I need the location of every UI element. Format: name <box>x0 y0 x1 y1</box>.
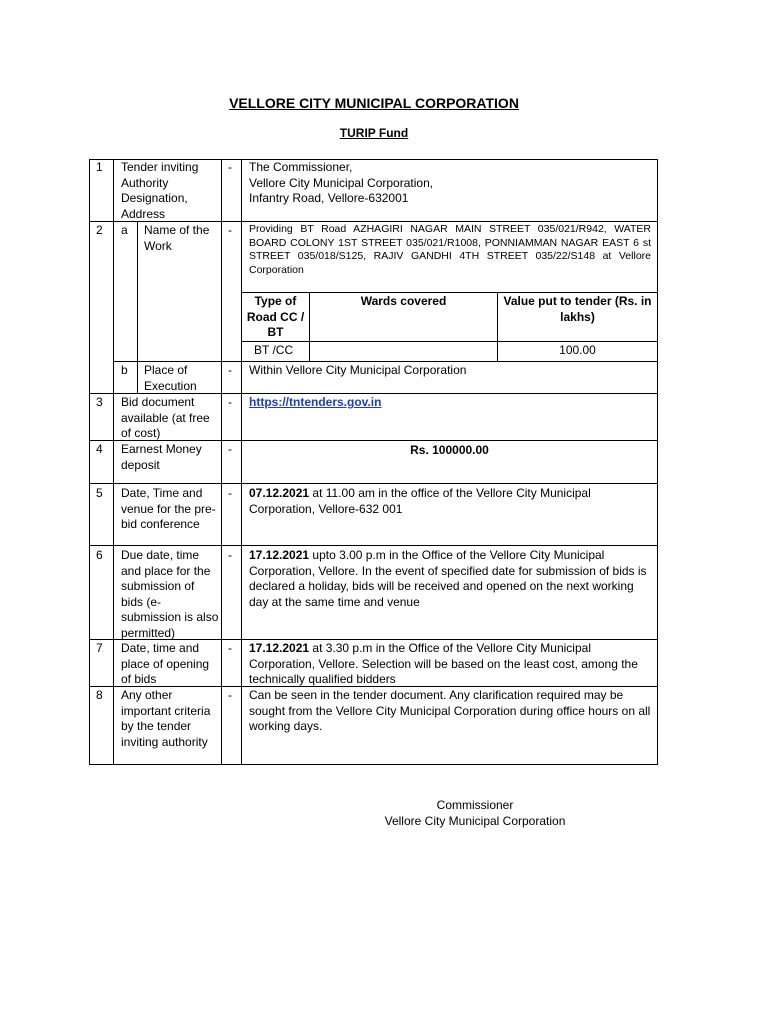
inner-table-border-top <box>241 292 657 293</box>
row-number: 1 <box>96 160 103 174</box>
inner-header-wards: Wards covered <box>360 294 447 308</box>
col-divider <box>113 159 114 765</box>
row-number: 4 <box>96 442 103 456</box>
emd-amount: Rs. 100000.00 <box>410 443 489 457</box>
prebid-date: 07.12.2021 <box>249 486 310 500</box>
row-number: 8 <box>96 688 103 702</box>
row-label: Earnest Money deposit <box>121 442 202 472</box>
inner-table-divider <box>241 341 657 342</box>
row-number: 2 <box>96 223 103 237</box>
submission-date: 17.12.2021 <box>249 548 310 562</box>
inner-cell-road-type: BT /CC <box>254 343 294 357</box>
page-subtitle: TURIP Fund <box>339 126 409 140</box>
dash: - <box>228 688 232 702</box>
prebid-details <box>249 486 651 517</box>
row-label: Any other important criteria by the tender inviting authority <box>121 688 211 749</box>
inner-cell-value: 100.00 <box>559 343 596 357</box>
inner-header-value: Value put to tender (Rs. in lakhs) <box>503 294 652 324</box>
prebid-text: at 11.00 am in the office of the Vellore City Municipal Corporation, Vellore-632 001 <box>249 486 591 516</box>
row-divider <box>89 545 657 546</box>
submission-details <box>249 548 651 610</box>
row-label: Tender inviting Authority Designation, Address <box>121 160 199 221</box>
opening-date: 17.12.2021 <box>249 641 310 655</box>
dash: - <box>228 442 232 456</box>
dash: - <box>228 641 232 655</box>
opening-text: at 3.30 p.m in the Office of the Vellore City Municipal Corporation, Vellore. Selection will be based on the least cost, among the technically qualified bidders <box>249 641 638 686</box>
dash: - <box>228 223 232 237</box>
dash: - <box>228 160 232 174</box>
signatory-org: Vellore City Municipal Corporation <box>384 814 566 828</box>
row-label: Place of Execution <box>144 363 197 393</box>
submission-text: upto 3.00 p.m in the Office of the Vellore City Municipal Corporation, Vellore. In the event of specified date for submission of bids is declared a holiday, bids will be received and opened on the next working day at the same time and venue <box>249 548 647 609</box>
inner-header-road-type: Type of Road CC / BT <box>246 294 305 339</box>
col-divider <box>137 221 138 393</box>
col-divider <box>221 159 222 765</box>
row-number: 5 <box>96 486 103 500</box>
table-border-bottom <box>89 764 657 765</box>
address-line: Infantry Road, Vellore-632001 <box>249 191 409 205</box>
table-border-left <box>89 159 90 765</box>
tender-portal-link[interactable]: https://tntenders.gov.in <box>249 395 382 409</box>
work-description: Providing BT Road AZHAGIRI NAGAR MAIN STREET 035/021/R942, WATER BOARD COLONY 1ST STREET 035/021/R1008, PONNIAMMAN NAGAR EAST 6 st STREET 035/018/S125, RAJIV GANDHI 4TH STREET 035/22/S148 at Vellore Corporation <box>249 223 651 276</box>
row-label: Bid document available (at free of cost) <box>121 395 210 440</box>
dash: - <box>228 548 232 562</box>
col-divider <box>241 159 242 765</box>
signature-block <box>360 797 590 829</box>
row-number: 7 <box>96 641 103 655</box>
address-line: The Commissioner, <box>249 160 353 174</box>
page-title: VELLORE CITY MUNICIPAL CORPORATION <box>229 95 519 111</box>
address-line: Vellore City Municipal Corporation, <box>249 175 434 190</box>
other-criteria: Can be seen in the tender document. Any clarification required may be sought from the Vellore City Municipal Corporation during office hours on all working days. <box>249 688 651 733</box>
dash: - <box>228 486 232 500</box>
row-number: 6 <box>96 548 103 562</box>
table-border-right <box>657 159 658 765</box>
row-sub-letter: a <box>121 223 128 237</box>
dash: - <box>228 395 232 409</box>
row-label: Date, Time and venue for the pre-bid conference <box>121 486 216 531</box>
signatory-title: Commissioner <box>436 798 514 812</box>
row-divider <box>113 361 657 362</box>
row-label: Name of the Work <box>144 223 210 253</box>
place-of-execution: Within Vellore City Municipal Corporation <box>249 363 467 377</box>
authority-address <box>249 160 649 207</box>
row-label: Due date, time and place for the submission of bids (e-submission is also permitted) <box>121 548 219 640</box>
row-number: 3 <box>96 395 103 409</box>
row-divider <box>89 483 657 484</box>
opening-details <box>249 641 651 688</box>
row-sub-letter: b <box>121 363 128 377</box>
dash: - <box>228 363 232 377</box>
row-label: Date, time and place of opening of bids <box>121 641 210 686</box>
